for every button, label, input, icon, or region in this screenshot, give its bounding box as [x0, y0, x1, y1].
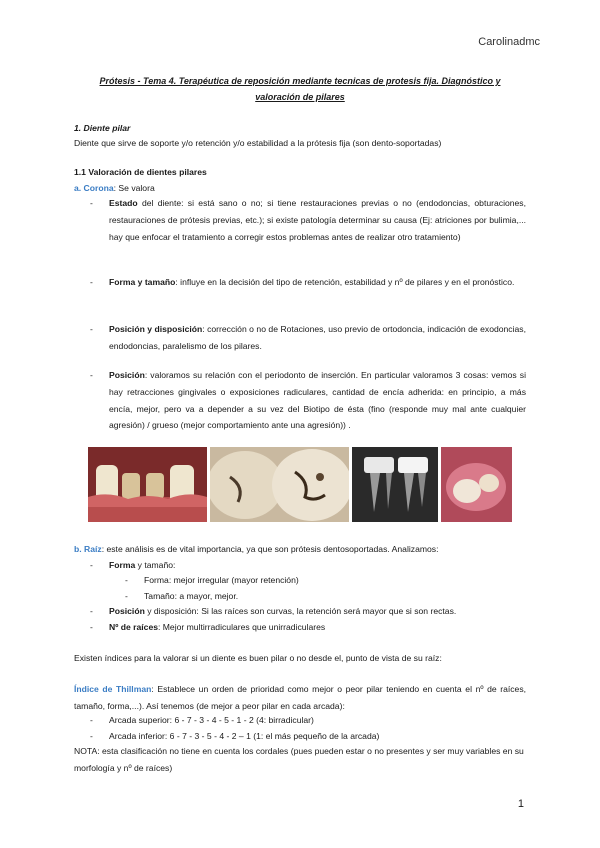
- gingiva-photo: [441, 447, 512, 522]
- bullet-arcada-superior: - Arcada superior: 6 - 7 - 3 - 4 - 5 - 1 - 2 (4: birradicular): [90, 715, 314, 725]
- sub-tamano: - Tamaño: a mayor, mejor.: [125, 591, 239, 601]
- raiz-label: b. Raíz: [74, 544, 102, 554]
- sub-forma: - Forma: mejor irregular (mayor retención): [125, 575, 299, 585]
- section-1-heading: 1. Diente pilar: [74, 123, 131, 133]
- bullet-posicion: - Posición: valoramos su relación con el periodonto de inserción. En particular valoramos 3 cosas: vemos si hay retracciones gingivales o exposiciones radiculares, cantidad de encía adherida: en principio, a más encía, mejor, pero va a depender a su vez del Biotipo de ésta (fino (responde muy mal ante cualquier agresión) / grueso (mejor comportamiento ante una agresión)) .: [90, 370, 526, 431]
- bullet-estado: - Estado del diente: si está sano o no; si tiene restauraciones previas o no (endodoncias, obturaciones, restauraciones de prótesis previas, etc.); si existe patología determinar su causa (Ej: atriciones por bulimia,... hay que enfocar el tratamiento a corregir estos problemas antes de realizar otro tratamiento): [90, 198, 526, 242]
- bullet-raiz-numero: - Nº de raíces: Mejor multirradiculares que unirradiculares: [90, 622, 326, 632]
- thillman-label: Índice de Thillman: [74, 684, 152, 694]
- section-1-definition: Diente que sirve de soporte y/o retención y/o estabilidad a la prótesis fija (son dento-soportadas): [74, 138, 442, 148]
- document-title: [74, 73, 526, 105]
- page-number: 1: [517, 798, 524, 810]
- xray-photo: [352, 447, 438, 522]
- molar-restoration-photo: [210, 447, 349, 522]
- corona-intro: a. Corona: Se valora: [74, 183, 155, 193]
- bullet-posicion-disposicion: - Posición y disposición: corrección o no de Rotaciones, uso previo de ortodoncia, indicación de exodoncias, endodoncias, paralelismo de los pilares.: [90, 324, 526, 351]
- bullet-raiz-forma: - Forma y tamaño:: [90, 560, 176, 570]
- bullet-forma-tamano: - Forma y tamaño: influye en la decisión del tipo de retención, estabilidad y nº de pilares y en el pronóstico.: [90, 277, 515, 287]
- dental-photos-strip: [88, 447, 512, 522]
- prepared-pillars-photo: [88, 447, 207, 522]
- bullet-arcada-inferior: - Arcada inferior: 6 - 7 - 3 - 5 - 4 - 2 – 1 (1: el más pequeño de la arcada): [90, 731, 380, 741]
- thillman-note: NOTA: esta clasificación no tiene en cuenta los cordales (pues pueden estar o no presentes y ser muy variables en su morfología y nº de raíces): [74, 746, 524, 773]
- corona-label: a. Corona: [74, 183, 114, 193]
- raiz-intro: b. Raíz: este análisis es de vital importancia, ya que son prótesis dentosoportadas. Analizamos:: [74, 544, 439, 554]
- indices-intro: Existen índices para la valorar si un diente es buen pilar o no desde el, punto de vista de su raíz:: [74, 653, 442, 663]
- thillman-paragraph: Índice de Thillman: Establece un orden de prioridad como mejor o peor pilar teniendo en cuenta el nº de raíces, tamaño, forma,...). Así tenemos (de mejor a peor pilar en cada arcada):: [74, 684, 527, 711]
- title-line-2: valoración de pilares: [255, 92, 345, 102]
- bullet-raiz-posicion: - Posición y disposición: Si las raíces son curvas, la retención será mayor que si son rectas.: [90, 606, 457, 616]
- author-name: Carolinadmc: [478, 36, 540, 48]
- title-line-1: Prótesis - Tema 4. Terapéutica de reposición mediante tecnicas de protesis fija. Diagnóstico y: [99, 76, 501, 86]
- section-11-heading: 1.1 Valoración de dientes pilares: [74, 167, 207, 177]
